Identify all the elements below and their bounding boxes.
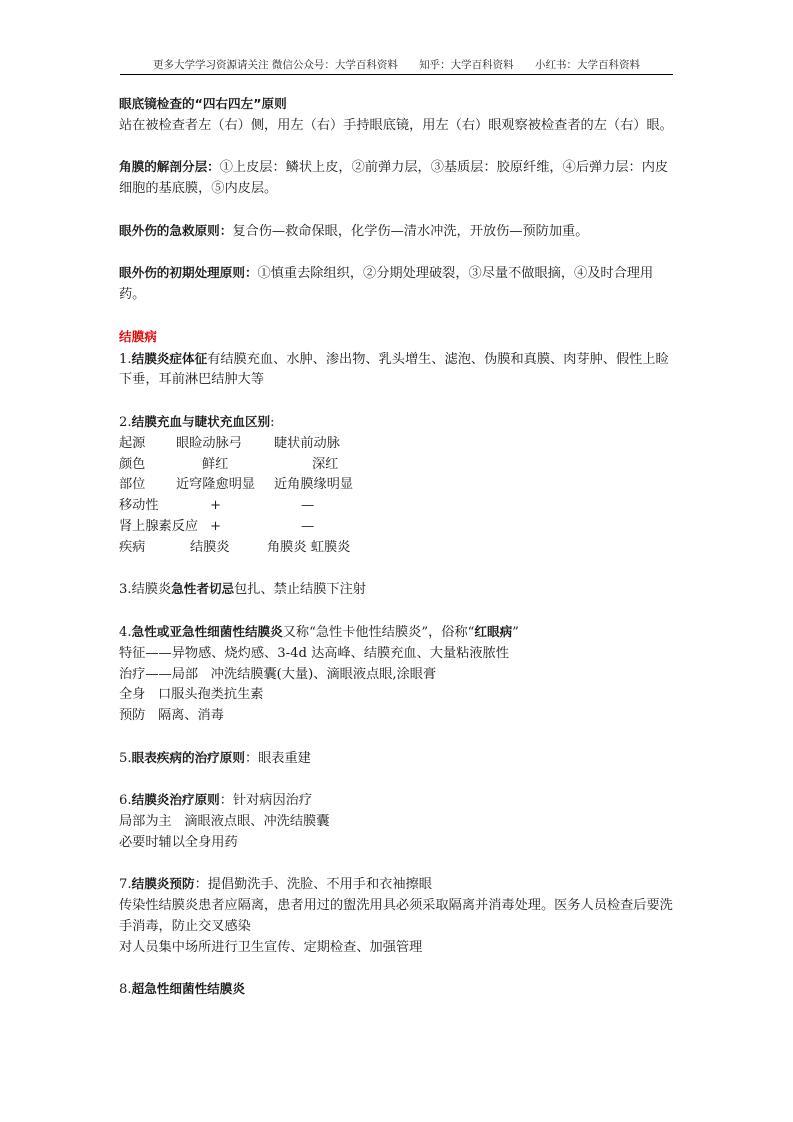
comparison-row: 颜色 鲜红 深红 [119,456,339,472]
item-2-title: 2.结膜充血与睫状充血区别: [119,413,275,430]
comparison-row: 部位 近穹隆愈明显 近角膜缘明显 [119,477,354,493]
item-4-treatment: 治疗——局部 冲洗结膜囊(大量)、滴眼液点眼,涂眼膏 [119,666,437,682]
item-6-local: 局部为主 滴眼液点眼、冲洗结膜囊 [119,814,330,830]
item-4-systemic: 全身 口服头孢类抗生素 [119,687,264,703]
header-rule [120,74,673,75]
header-zhihu: 知乎：大学百科资料 [419,59,514,71]
comparison-row: 肾上腺素反应 + — [119,518,315,534]
item-6-systemic: 必要时辅以全身用药 [119,834,238,850]
item-8-title: 8.超急性细菌性结膜炎 [119,981,245,998]
item-3: 3.结膜炎急性者切忌包扎、禁止结膜下注射 [119,581,366,598]
section-heading: 结膜病 [119,328,157,344]
item-6-title: 6.结膜炎治疗原则：针对病因治疗 [119,792,313,809]
document-body [119,94,675,1001]
item-1: 1.结膜炎症体征有结膜充血、水肿、渗出物、乳头增生、滤泡、伪膜和真膜、肉芽肿、假性上睑下垂，耳前淋巴结肿大等 [119,350,669,388]
item-7-public: 对人员集中场所进行卫生宣传、定期检查、加强管理 [119,939,423,955]
item-7-title: 7.结膜炎预防：提倡勤洗手、洗脸、不用手和衣袖擦眼 [119,876,432,893]
trauma-first-aid: 眼外伤的急救原则：复合伤—救命保眼，化学伤—清水冲洗，开放伤—预防加重。 [119,222,589,239]
item-4-features: 特征——异物感、烧灼感、3-4d 达高峰、结膜充血、大量粘液脓性 [119,645,509,661]
item-5: 5.眼表疾病的治疗原则：眼表重建 [119,749,311,766]
header-xiaohongshu: 小红书：大学百科资料 [535,59,641,71]
comparison-row: 移动性 + — [119,498,315,514]
item-4-title: 4.急性或亚急性细菌性结膜炎又称“急性卡他性结膜炎”，俗称“红眼病” [119,623,519,640]
cornea-layers: 角膜的解剖分层：①上皮层：鳞状上皮，②前弹力层，③基质层：胶原纤维，④后弹力层：内皮细胞的基底膜，⑤内皮层。 [119,159,669,197]
item-7-isolation: 传染性结膜炎患者应隔离，患者用过的盥洗用具必须采取隔离并消毒处理。医务人员检查后要洗手消毒，防止交叉感染 [119,898,673,935]
header-wechat: 更多大学学习资源请关注 微信公众号：大学百科资料 [152,59,398,71]
item-4-prevention: 预防 隔离、消毒 [119,708,224,724]
comparison-row: 起源 眼睑动脉弓 睫状前动脉 [119,435,340,451]
comparison-row: 疾病 结膜炎 角膜炎 虹膜炎 [119,539,351,555]
fundus-title: 眼底镜检查的“四右四左”原则 [119,96,287,111]
trauma-initial-treatment: 眼外伤的初期处理原则：①慎重去除组织，②分期处理破裂，③尽量不做眼摘，④及时合理用药。 [119,265,654,303]
page-header [120,57,673,72]
fundus-body: 站在被检查者左（右）侧，用左（右）手持眼底镜，用左（右）眼观察被检查者的左（右）眼。 [119,117,673,133]
